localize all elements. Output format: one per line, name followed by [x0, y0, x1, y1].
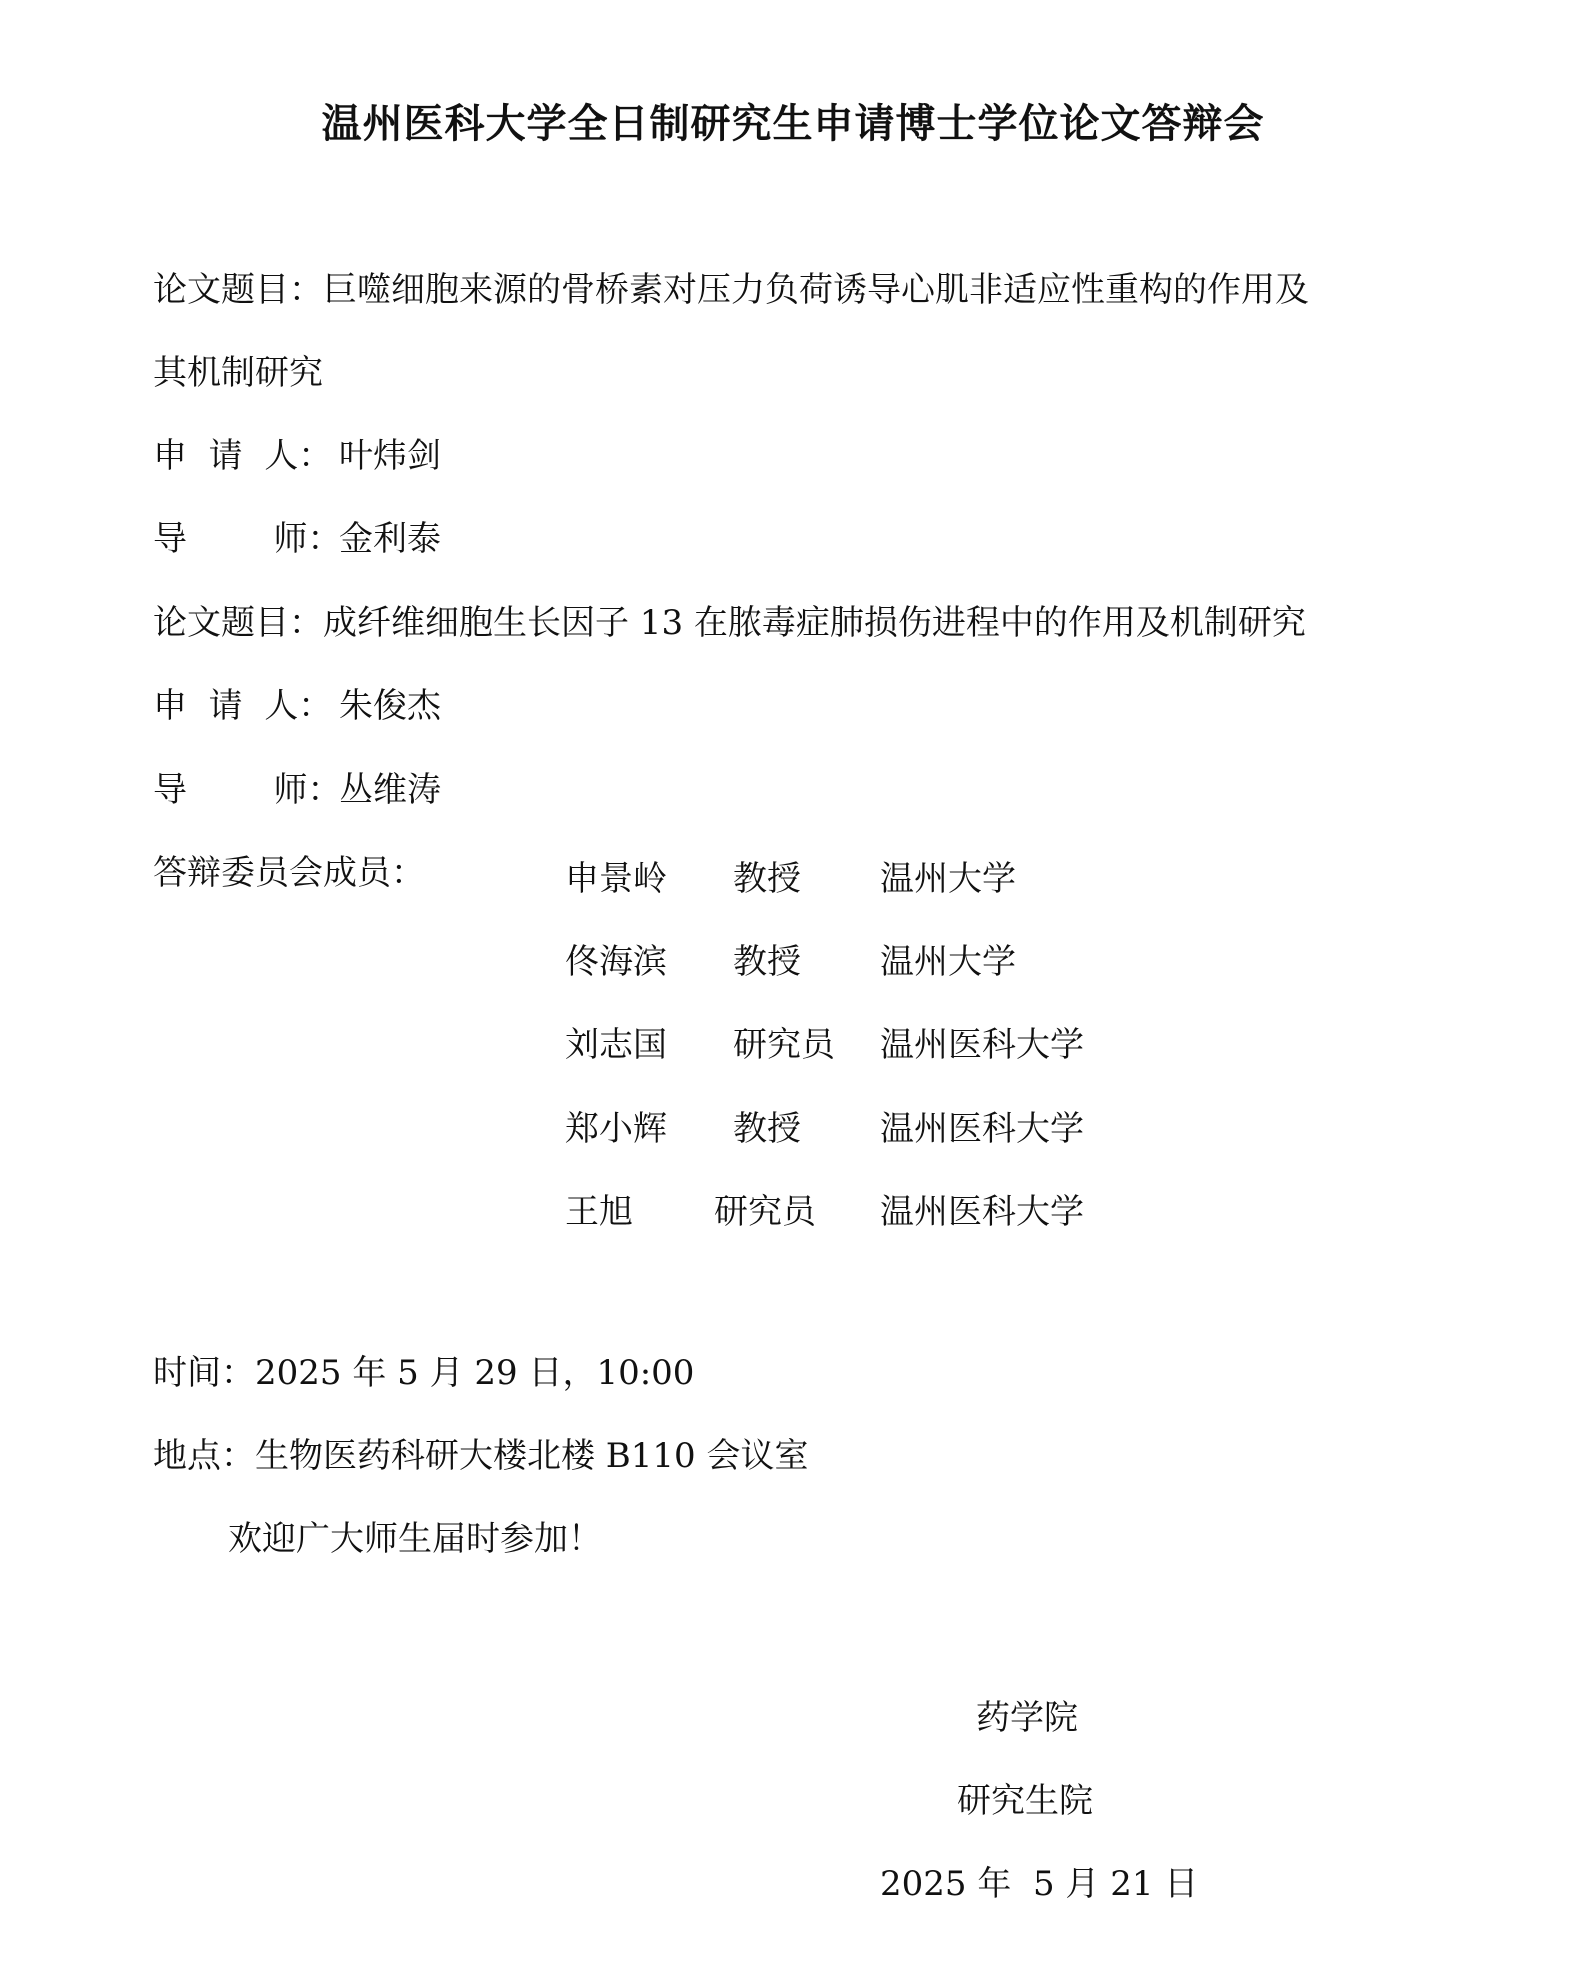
- member-name: 刘志国: [565, 1025, 667, 1065]
- thesis-2-applicant: [153, 684, 441, 728]
- advisor-name: 金利泰: [339, 519, 441, 559]
- member-org: 温州医科大学: [880, 1109, 1084, 1149]
- applicant-label: 申 请 人：: [153, 686, 333, 726]
- signature-date: 2025 年 5 月 21 日: [880, 1864, 1199, 1904]
- applicant-label: 申 请 人：: [153, 436, 333, 476]
- member-title: 研究员: [733, 1025, 835, 1065]
- member-title: 教授: [733, 859, 801, 899]
- thesis-2-advisor: [153, 768, 441, 812]
- member-title: 教授: [733, 1109, 801, 1149]
- member-org: 温州医科大学: [880, 1192, 1084, 1232]
- committee-label: 答辩委员会成员：: [153, 853, 425, 893]
- welcome-text: 欢迎广大师生届时参加！: [228, 1519, 602, 1559]
- advisor-label: 导 师：: [153, 770, 342, 810]
- event-place: 地点：生物医药科研大楼北楼 B110 会议室: [153, 1436, 809, 1476]
- member-org: 温州大学: [880, 859, 1016, 899]
- member-name: 王旭: [565, 1192, 633, 1232]
- advisor-name: 丛维涛: [339, 770, 441, 810]
- thesis-2-topic: [153, 601, 1306, 645]
- applicant-name: 叶炜剑: [339, 436, 441, 476]
- member-name: 郑小辉: [565, 1109, 667, 1149]
- member-org: 温州医科大学: [880, 1025, 1084, 1065]
- signature-dept-pharmacy: 药学院: [976, 1698, 1078, 1738]
- page-title: 温州医科大学全日制研究生申请博士学位论文答辩会: [321, 100, 1265, 147]
- member-name: 佟海滨: [565, 942, 667, 982]
- member-title: 教授: [733, 942, 801, 982]
- topic-label: 论文题目：: [153, 603, 323, 643]
- advisor-label: 导 师：: [153, 519, 342, 559]
- topic-label: 论文题目：: [153, 270, 323, 310]
- event-time: 时间：2025 年 5 月 29 日，10:00: [153, 1353, 695, 1393]
- signature-dept-graduate: 研究生院: [957, 1781, 1093, 1821]
- member-org: 温州大学: [880, 942, 1016, 982]
- member-name: 申景岭: [565, 859, 667, 899]
- thesis-1-applicant: [153, 434, 441, 478]
- thesis-1-topic-cont: 其机制研究: [153, 353, 323, 393]
- thesis-1-topic: [153, 268, 1309, 312]
- applicant-name: 朱俊杰: [339, 686, 441, 726]
- thesis-1-advisor: [153, 517, 441, 561]
- member-title: 研究员: [714, 1192, 816, 1232]
- topic-text: 巨噬细胞来源的骨桥素对压力负荷诱导心肌非适应性重构的作用及: [323, 270, 1309, 310]
- topic-text: 成纤维细胞生长因子 13 在脓毒症肺损伤进程中的作用及机制研究: [323, 603, 1306, 643]
